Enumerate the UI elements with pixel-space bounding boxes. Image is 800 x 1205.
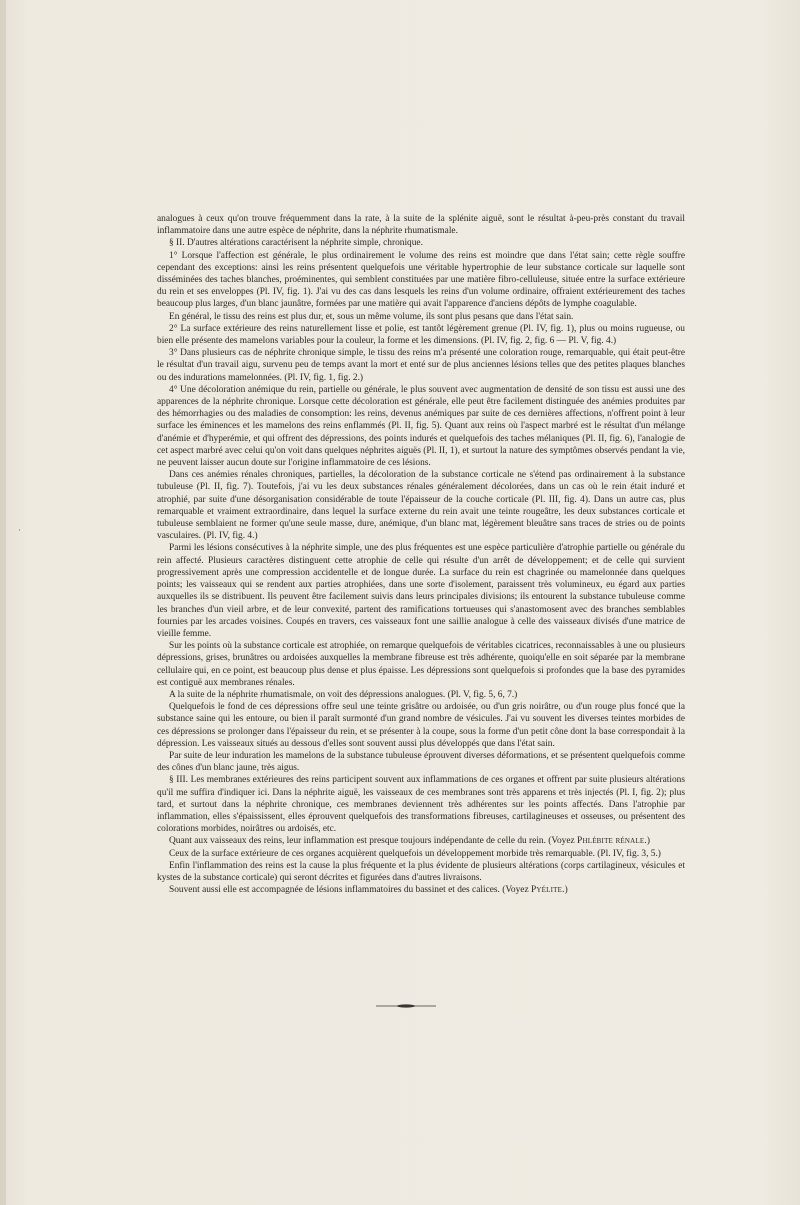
paragraph: analogues à ceux qu'on trouve fréquemment dans la rate, à la suite de la splénite aiguë, sont le résultat à-peu-près constant du travail inflammatoire dans une autre espèce de néphrite, dans la néphrite rhumatismale. xyxy=(157,214,685,237)
paragraph-text: Souvent aussi elle est accompagnée de lésions inflammatoires du bassinet et des calices. (Voyez xyxy=(169,885,529,896)
paragraph: 1° Lorsque l'affection est générale, le plus ordinairement le volume des reins est moindre que dans l'état sain; cette règle souffre cependant des exceptions: ainsi les reins présentent quelquefois une véritable hypertrophie de leur substance corticale sur laquelle sont disséminées des taches blanches, proéminentes, qui semblent constituées par une matière fibro-celluleuse, située entre la surface extérieure du rein et ses enveloppes (Pl. IV, fig. 1). J'ai vu des cas dans lesquels les reins d'un volume ordinaire, offraient extérieurement des taches beaucoup plus larges, d'un blanc jaunâtre, formées par une matière qui avait l'apparence d'anciens dépôts de lymphe coagulable. xyxy=(157,250,685,310)
paragraph: En général, le tissu des reins est plus dur, et, sous un même volume, ils sont plus pesans que dans l'état sain. xyxy=(169,311,574,322)
margin-mark: · xyxy=(18,525,21,535)
paragraph: 4° Une décoloration anémique du rein, partielle ou générale, le plus souvent avec augmentation de densité de son tissu est aussi une des apparences de la néphrite chronique. Lorsque cette décoloration est générale, elle peut être facilement distinguée des anémies produites par des hémorrhagies ou des maladies de consomption: les reins, devenus anémiques par suite de ces dernières affections, n'offrent point à leur surface les éminences et les mamelons des reins enflammés (Pl. II, fig. 5). Quant aux reins où l'aspect marbré est le résultat d'un mélange d'anémie et d'hyperémie, et qui offrent des dépressions, des points indurés et quelquefois des taches mélaniques (Pl. II, fig. 6), l'analogie de cet aspect marbré avec celui qu'on voit dans quelques néphrites aiguës (Pl. II, 1), et surtout la nature des symptômes observés pendant la vie, ne peuvent laisser aucun doute sur l'origine inflammatoire de ces lésions. xyxy=(157,384,685,469)
body-text xyxy=(157,213,685,896)
paragraph xyxy=(157,884,685,896)
paragraph: Ceux de la surface extérieure de ces organes acquièrent quelquefois un développement morbide très remarquable. (Pl. IV, fig. 3, 5.) xyxy=(169,848,661,859)
paragraph: § II. D'autres altérations caractérisent la néphrite simple, chronique. xyxy=(169,238,423,249)
ornament-rule xyxy=(376,1003,436,1009)
cross-reference: Pyélite. xyxy=(530,885,565,896)
paragraph: Enfin l'inflammation des reins est la cause la plus fréquente et la plus évidente de plusieurs altérations (corps cartilagineux, vésicules et kystes de la substance corticale) qui seront décrites et figurées dans d'autres livraisons. xyxy=(157,860,685,883)
paragraph: Par suite de leur induration les mamelons de la substance tubuleuse éprouvent diverses déformations, et se présentent quelquefois comme des cônes d'un blanc jaune, très aigus. xyxy=(157,750,685,774)
cross-reference: Phlébite rénale. xyxy=(577,836,647,847)
page-edge xyxy=(0,0,6,1205)
paragraph: § III. Les membranes extérieures des reins participent souvent aux inflammations de ces organes et offrent par suite plusieurs altérations qu'il me suffira d'indiquer ici. Dans la néphrite aiguë, les vaisseaux de ces membranes sont très apparens et très injectés (Pl. I, fig. 2); plus tard, et surtout dans la néphrite chronique, ces membranes deviennent très adhérentes sur les points affectés. Dans l'atrophie par inflammation, elles s'épaississent, elles éprouvent quelquefois des transformations fibreuses, cartilagineuses et osseuses, ou présentent des colorations morbides, noirâtres ou ardoisés, etc. xyxy=(157,775,685,835)
paragraph-text: Quant aux vaisseaux des reins, leur inflammation est presque toujours indépendante de celle du rein. (Voyez xyxy=(169,836,575,847)
paragraph xyxy=(157,835,685,847)
close-paren: ) xyxy=(646,836,651,847)
paragraph: A la suite de la néphrite rhumatismale, on voit des dépressions analogues. (Pl. V, fig. 5, 6, 7.) xyxy=(169,689,518,700)
paragraph: 2° La surface extérieure des reins naturellement lisse et polie, est tantôt légèrement grenue (Pl. IV, fig. 1), plus ou moins rugueuse, ou bien elle présente des mamelons variables pour la couleur, la forme et les dimensions. (Pl. IV, fig. 2, fig. 6 — Pl. V, fig. 4.) xyxy=(157,323,685,347)
paragraph: Dans ces anémies rénales chroniques, partielles, la décoloration de la substance corticale ne s'étend pas ordinairement à la substance tubuleuse (Pl. II, fig. 7). Toutefois, j'ai vu les deux substances rénales généralement décolorées, dans un cas où le rein était induré et atrophié, par suite d'une désorganisation considérable de toute l'épaisseur de la couche corticale (Pl. III, fig. 4). Dans un autre cas, plus remarquable et vraiment extraordinaire, dans lequel la surface externe du rein avait une teinte rougeâtre, les deux substances corticale et tubuleuse semblaient ne former qu'une seule masse, dure, anémique, d'un blanc mat, légèrement bleuâtre sans traces de stries ou de points vasculaires. (Pl. IV, fig. 4.) xyxy=(157,470,685,542)
paragraph: Sur les points où la substance corticale est atrophiée, on remarque quelquefois de véritables cicatrices, reconnaissables à une ou plusieurs dépressions, grises, brunâtres ou ardoisées auxquelles la membrane fibreuse est très adhérente, quoiqu'elle en soit séparée par la membrane cellulaire qui, en ce point, est beaucoup plus dense et plus épaisse. Les dépressions sont quelquefois si profondes que la base des pyramides est contiguë aux membranes rénales. xyxy=(157,641,685,688)
close-paren: ) xyxy=(564,885,568,896)
paragraph: Quelquefois le fond de ces dépressions offre seul une teinte grisâtre ou ardoisée, ou d'un gris noirâtre, ou d'un rouge plus foncé que la substance saine qui les entoure, ou bien il paraît surmonté d'un grand nombre de vésicules. J'ai vu souvent les diverses teintes morbides de ces dépressions se prolonger dans l'épaisseur du rein, et se présenter à la coupe, sous la forme d'un petit cône dont la base correspondait à la dépression. Les vaisseaux situés au dessous d'elles sont souvent aussi plus développés que dans l'état sain. xyxy=(157,702,685,749)
paragraph: Parmi les lésions consécutives à la néphrite simple, une des plus fréquentes est une espèce particulière d'atrophie partielle ou générale du rein affecté. Plusieurs caractères distinguent cette atrophie de celle qui résulte d'un arrêt de développement; et de celle qui survient progressivement après une compression accidentelle et de longue durée. La surface du rein est chagrinée ou mamelonnée dans quelques points; les vaisseaux qui se rendent aux parties atrophiées, dans une sorte d'isolement, paraissent très volumineux, eu égard aux parties auxquelles ils se distribuent. Ils peuvent être facilement suivis dans leurs principales divisions; ils entourent la substance tubuleuse comme les branches d'un vieil arbre, et de leur convexité, partent des ramifications tortueuses qui s'anastomosent avec des branches semblables fournies par les arcades voisines. Coupés en travers, ces vaisseaux font une saillie analogue à celle des vaisseaux divisés d'une matrice de vieille femme. xyxy=(157,543,685,639)
paragraph: 3° Dans plusieurs cas de néphrite chronique simple, le tissu des reins m'a présenté une coloration rouge, remarquable, qui était peut-être le résultat d'un travail aigu, survenu peu de temps avant la mort et enté sur de plus anciennes lésions telles que des petites plaques blanches ou des indurations mamelonnées. (Pl. IV, fig. 1, fig. 2.) xyxy=(157,348,685,383)
